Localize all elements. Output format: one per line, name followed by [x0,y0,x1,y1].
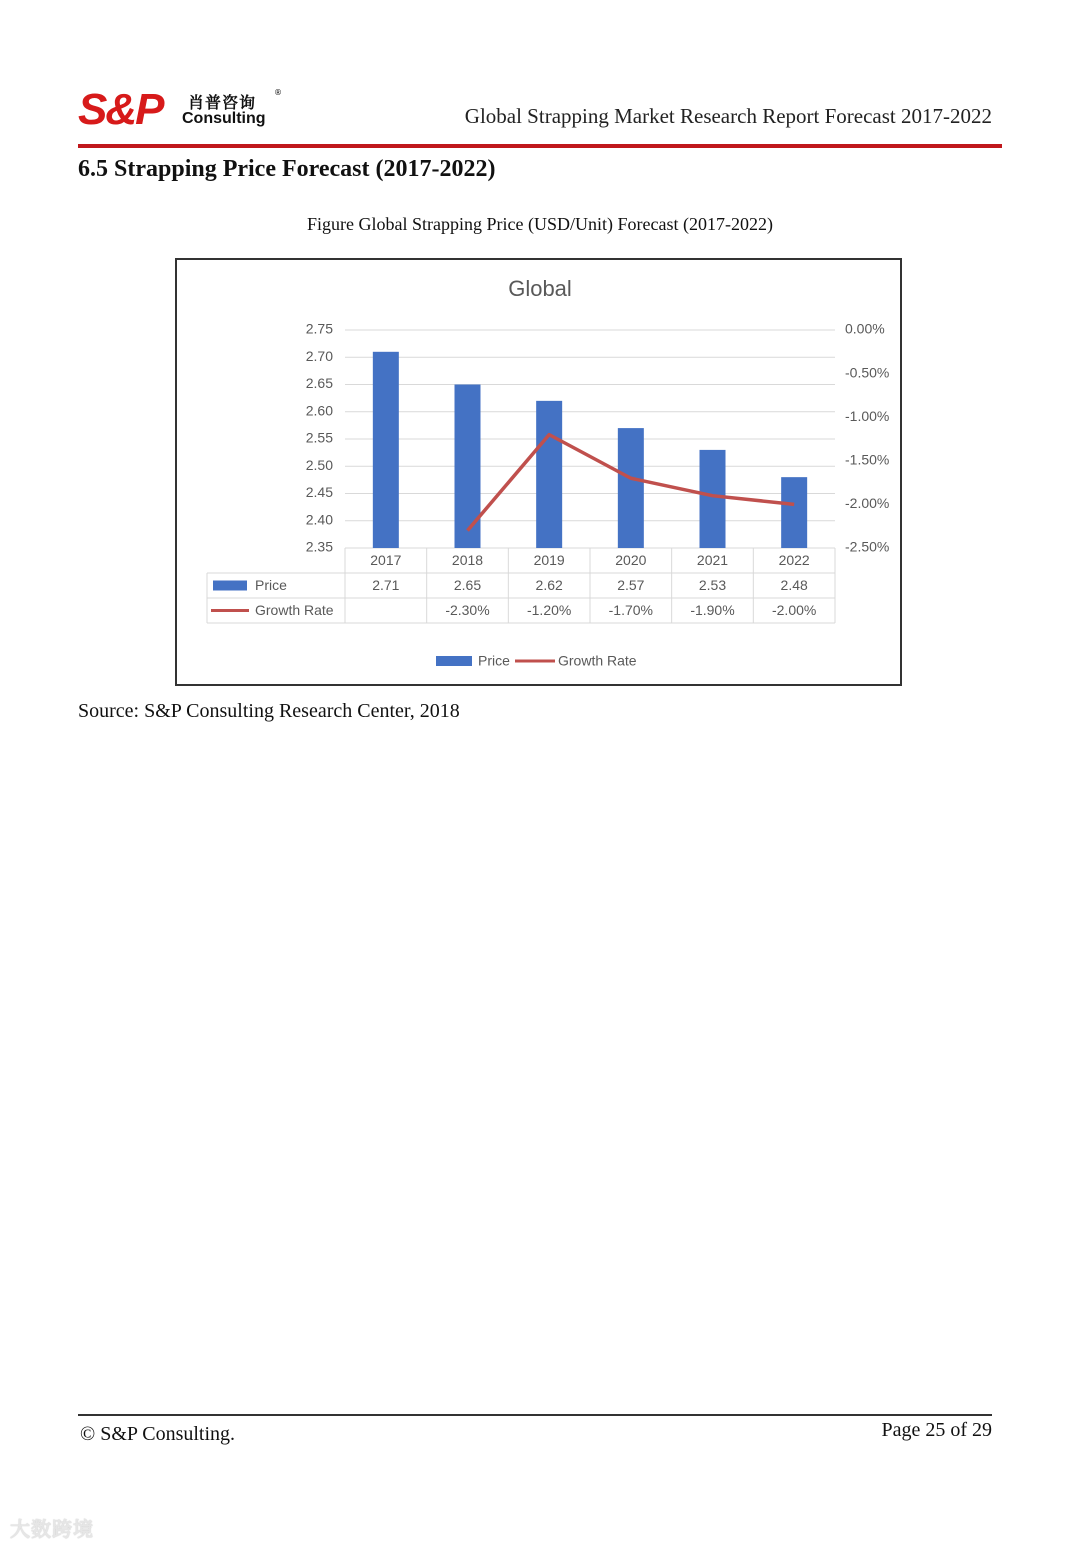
y-left-tick-label: 2.75 [305,320,333,337]
x-category-label: 2019 [533,552,565,569]
y-left-tick-label: 2.55 [305,429,333,446]
figure-caption: Figure Global Strapping Price (USD/Unit) Forecast (2017-2022) [307,214,773,234]
footer-divider [78,1414,992,1416]
y-right-tick-label: -2.00% [845,495,890,512]
y-right-tick-label: -2.50% [845,538,890,555]
price-bar [455,385,481,549]
growth-rate-data-label: -2.00% [771,602,817,619]
growth-rate-row-header: Growth Rate [255,602,334,619]
y-right-tick-label: 0.00% [845,320,885,337]
price-forecast-chart [177,260,902,686]
report-title: Global Strapping Market Research Report Forecast 2017-2022 [464,104,992,128]
y-right-tick-label: -1.50% [845,451,890,468]
y-left-tick-label: 2.70 [305,347,333,364]
y-left-tick-label: 2.40 [305,511,333,528]
x-category-label: 2021 [696,552,729,569]
price-data-label: 2.57 [617,577,645,594]
legend-price-key [436,656,472,666]
price-data-label: 2.53 [698,577,727,594]
source-note: Source: S&P Consulting Research Center, 2018 [78,700,460,722]
price-bar [373,352,399,548]
y-right-tick-label: -0.50% [845,364,890,381]
price-bar [618,428,644,548]
x-category-label: 2020 [615,552,647,569]
logo-english-name: Consulting [182,110,266,127]
company-logo [78,85,288,134]
section-title: 6.5 Strapping Price Forecast (2017-2022) [78,156,496,182]
growth-rate-data-label: -2.30% [445,602,490,619]
price-bar [536,401,562,548]
footer-copyright: © S&P Consulting. [80,1423,236,1445]
price-bar [781,477,807,548]
y-left-tick-label: 2.65 [305,375,333,392]
price-data-label: 2.71 [372,577,400,594]
y-right-tick-label: -1.00% [845,407,890,424]
price-bar [700,450,726,548]
x-category-label: 2018 [451,552,484,569]
growth-rate-data-label: -1.70% [608,602,654,619]
legend-growth-label: Growth Rate [558,652,637,669]
logo-mark: S&P [78,85,163,134]
header-divider [78,144,1002,148]
price-data-label: 2.48 [780,577,808,594]
growth-rate-data-label: -1.20% [526,602,572,619]
footer-page-number: Page 25 of 29 [881,1419,992,1441]
chart-title: Global [508,275,572,301]
price-table-key [213,581,247,591]
growth-rate-data-label: -1.90% [690,602,735,619]
y-left-tick-label: 2.60 [305,402,333,419]
y-left-tick-label: 2.35 [305,538,333,555]
y-left-tick-label: 2.45 [305,484,333,501]
logo-registered-mark: ® [274,88,282,97]
legend-price-label: Price [478,652,510,669]
price-row-header: Price [255,577,287,594]
price-data-label: 2.65 [453,577,482,594]
x-category-label: 2017 [370,552,402,569]
price-data-label: 2.62 [535,577,563,594]
watermark: 大数跨境 [10,1517,94,1541]
chart-frame [175,258,902,686]
logo-chinese-name: 肖普咨询 [188,93,257,112]
y-left-tick-label: 2.50 [305,456,333,473]
x-category-label: 2022 [778,552,810,569]
